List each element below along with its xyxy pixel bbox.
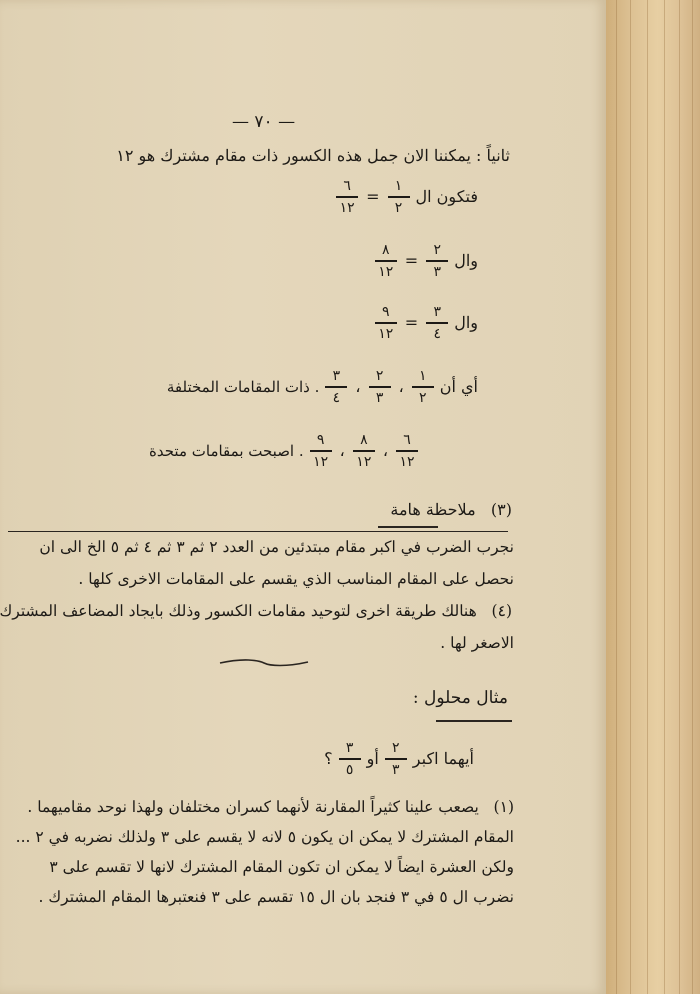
fraction: $\frac{٣}{٤}$ bbox=[325, 368, 347, 406]
fraction: $\frac{٨}{١٢}$ bbox=[375, 242, 397, 280]
item1-line: ولكن العشرة ايضاً لا يمكن ان تكون المقام المشترك لانها لا تقسم على ٣ bbox=[49, 858, 514, 876]
item4-text: هنالك طريقة اخرى لتوحيد مقامات الكسور وذلك بايجاد المضاعف المشترك bbox=[0, 602, 477, 620]
note-line: نجرب الضرب في اكبر مقام مبتدئين من العدد ٢ ثم ٣ ثم ٤ ثم ٥ الخ الى ان bbox=[39, 538, 514, 556]
fraction: $\frac{٦}{١٢}$ bbox=[336, 178, 358, 216]
fraction: $\frac{١}{٢}$ bbox=[388, 178, 410, 216]
conversion-row-2 bbox=[375, 242, 478, 280]
summary-prefix: أي أن bbox=[439, 377, 478, 397]
fraction: $\frac{٢}{٣}$ bbox=[426, 242, 448, 280]
equals-sign: = bbox=[366, 187, 380, 207]
note-title-underline bbox=[378, 526, 438, 528]
summary-suffix: ذات المقامات المختلفة . bbox=[166, 377, 320, 396]
fraction: $\frac{٩}{١٢}$ bbox=[310, 432, 332, 470]
summary-suffix: اصبحت بمقامات متحدة . bbox=[149, 441, 304, 460]
thaniyan-label: ثانياً : bbox=[476, 146, 510, 165]
conversion-row-3 bbox=[375, 304, 478, 342]
fraction: $\frac{٣}{٥}$ bbox=[339, 740, 361, 778]
item1-line bbox=[27, 798, 514, 816]
conversion-prefix: فتكون ال bbox=[415, 187, 478, 207]
fraction: $\frac{٣}{٤}$ bbox=[426, 304, 448, 342]
item1-line: المقام المشترك لا يمكن ان يكون ٥ لانه لا يقسم على ٣ ولذلك نضربه في ٢ ... bbox=[15, 828, 514, 846]
fraction: $\frac{٢}{٣}$ bbox=[369, 368, 391, 406]
or-word: أو bbox=[366, 749, 379, 769]
thaniyan-line bbox=[116, 146, 510, 165]
item1-line: نضرب ال ٥ في ٣ فنجد بان ال ١٥ تقسم على ٣ فنعتبرها المقام المشترك . bbox=[38, 888, 514, 906]
note-title: ملاحظة هامة bbox=[390, 500, 476, 519]
question-mark: ؟ bbox=[324, 749, 333, 769]
page-number: — ٧٠ — bbox=[232, 112, 296, 132]
page-edges bbox=[606, 0, 700, 994]
equals-sign: = bbox=[404, 313, 419, 333]
conversion-row-1 bbox=[336, 178, 478, 216]
item4-line: الاصغر لها . bbox=[440, 634, 514, 652]
fraction: $\frac{٦}{١٢}$ bbox=[396, 432, 418, 470]
equals-sign: = bbox=[404, 251, 419, 271]
item4-line bbox=[0, 602, 512, 620]
note-rule bbox=[8, 531, 508, 532]
thaniyan-text: يمكننا الان جمل هذه الكسور ذات مقام مشترك هو ١٢ bbox=[116, 146, 471, 165]
solved-underline bbox=[436, 720, 512, 722]
fraction: $\frac{١}{٢}$ bbox=[412, 368, 434, 406]
swash-divider bbox=[218, 654, 310, 670]
solved-question bbox=[324, 740, 474, 778]
summary-row-1: أي أن $\frac{١}{٢}$ ، $\frac{٢}{٣}$ ، $\frac{٣}{٤}$ ذات المقامات المختلفة . bbox=[166, 368, 478, 406]
conversion-prefix: وال bbox=[454, 313, 478, 333]
solved-title: مثال محلول : bbox=[412, 688, 508, 708]
question-prefix: أيهما اكبر bbox=[412, 749, 474, 769]
item1-text: يصعب علينا كثيراً المقارنة لأنهما كسران مختلفان ولهذا نوحد مقاميهما . bbox=[27, 798, 479, 816]
note-number: (٣) bbox=[490, 500, 512, 519]
fraction: $\frac{٢}{٣}$ bbox=[385, 740, 407, 778]
fraction: $\frac{٨}{١٢}$ bbox=[353, 432, 375, 470]
item1-number: (١) bbox=[493, 798, 514, 816]
note-heading bbox=[390, 500, 512, 519]
item4-number: (٤) bbox=[491, 602, 512, 620]
summary-row-2: $\frac{٦}{١٢}$ ، $\frac{٨}{١٢}$ ، $\frac{٩}{١٢}$ اصبحت بمقامات متحدة . bbox=[149, 432, 418, 470]
fraction: $\frac{٩}{١٢}$ bbox=[375, 304, 397, 342]
note-line: نحصل على المقام المناسب الذي يقسم على المقامات الاخرى كلها . bbox=[78, 570, 514, 588]
conversion-prefix: وال bbox=[454, 251, 478, 271]
